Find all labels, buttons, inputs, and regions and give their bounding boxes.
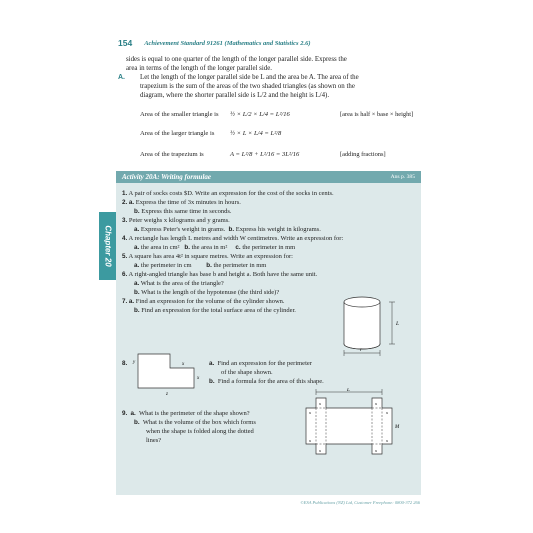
net-height-label: M (395, 425, 400, 430)
net-x-label: x (375, 448, 377, 453)
net-x-label: x (309, 410, 311, 415)
question-number: 8. (122, 360, 128, 367)
answers-reference: Ans p. 385 (390, 174, 415, 180)
equation-row (140, 151, 430, 158)
question-row: b. Express this same time in seconds. (134, 208, 232, 215)
question-row: a. Express Peter's weight in grams. b. Express his weight in kilograms. (134, 226, 321, 233)
solution-line: Let the length of the longer parallel side be L and the area be A. The area of the (140, 74, 359, 81)
net-outline (306, 398, 392, 454)
question-row: b. What is the length of the hypotenuse (the third side)? (134, 289, 280, 296)
question-row: of the shape shown. (221, 369, 273, 376)
question-row: 5. A square has area 4t² in square metres. Write an expression for: (122, 253, 293, 260)
equation-label: Area of the trapezium is (140, 151, 204, 158)
question-row: 3. Peter weighs x kilograms and y grams. (122, 217, 230, 224)
l-shape-outline (138, 354, 194, 388)
l-shape-x-label: x (197, 376, 200, 381)
net-x-label: x (319, 401, 321, 406)
question-row: 7. a. Find an expression for the volume of the cylinder shown. (122, 298, 285, 305)
l-shape-z-label: z (166, 392, 168, 397)
chapter-tab (99, 212, 116, 280)
box-net-diagram (298, 388, 413, 460)
question-row: a. Find an expression for the perimeter (209, 360, 312, 367)
question-row: a. What is the area of the triangle? (134, 280, 224, 287)
running-title: Achievement Standard 91261 (Mathematics and Statistics 2.6) (144, 39, 311, 47)
question-row: 4. A rectangle has length L metres and width W centimetres. Write an expression for: (122, 235, 344, 242)
activity-title: Activity 20A: Writing formulae (122, 173, 211, 181)
equation-label: Area of the larger triangle is (140, 130, 215, 137)
cylinder-height-label: L (396, 321, 400, 327)
page-header (118, 36, 418, 50)
page-footer: ©ESA Publications (NZ) Ltd, Customer Freephone: 0800-372 266 (300, 500, 420, 505)
equation-row (140, 111, 430, 118)
question-row: 1. A pair of socks costs $D. Write an expression for the cost of the socks in cents. (122, 190, 334, 197)
l-shape-diagram (130, 350, 210, 398)
intro-line: area in terms of the length of the longer parallel side. (126, 65, 272, 72)
intro-text (118, 55, 418, 73)
question-row: when the shape is folded along the dotted (146, 428, 254, 435)
question-row: a. the perimeter in cm b. the perimeter in mm (134, 262, 267, 269)
question-row: b. Find an expression for the total surface area of the cylinder. (134, 307, 296, 314)
intro-line: sides is equal to one quarter of the length of the longer parallel side. Express the (126, 56, 347, 63)
chapter-tab-label: Chapter 20 (103, 225, 112, 267)
net-x-label: x (375, 401, 377, 406)
cylinder-top (344, 297, 380, 307)
solution-line: diagram, where the shorter parallel side is L/2 and the height is L/4). (140, 92, 330, 99)
question-row: a. the area in cm² b. the area in m² c. the perimeter in mm (134, 244, 296, 251)
net-x-label: x (319, 448, 321, 453)
net-x-label: x (386, 410, 388, 415)
question-row: 2. a. Express the time of 3x minutes in hours. (122, 199, 241, 206)
net-x-label: x (309, 438, 311, 443)
worked-solution (118, 73, 418, 100)
solution-line: trapezium is the sum of the areas of the two shaded triangles (as shown on the (140, 83, 355, 90)
solution-label: A. (118, 74, 125, 81)
equation-label: Area of the smaller triangle is (140, 111, 219, 118)
question-row: b. What is the volume of the box which forms (134, 419, 256, 426)
net-length-label: L (347, 388, 350, 393)
l-shape-x-label: x (182, 362, 185, 367)
equation-note: [adding fractions] (340, 151, 386, 158)
net-x-label: x (386, 438, 388, 443)
page-number: 154 (118, 38, 133, 48)
equation-note: [area is half × base × height] (340, 111, 414, 118)
activity-header (116, 171, 421, 183)
equation-row (140, 130, 430, 137)
cylinder-diagram (336, 292, 416, 358)
equation-math: ½ × L × L/4 = L²/8 (230, 130, 282, 137)
cylinder-radius-label: r (360, 347, 363, 353)
question-row: b. Find a formula for the area of this shape. (209, 378, 324, 385)
l-shape-y-label: y (133, 360, 136, 365)
question-row: 9. a. What is the perimeter of the shape shown? (122, 410, 250, 417)
equation-math: ½ × L/2 × L/4 = L²/16 (230, 111, 290, 118)
question-row: 6. A right-angled triangle has base b and height a. Both have the same unit. (122, 271, 318, 278)
equation-math: A = L²/8 + L²/16 = 3L²/16 (230, 151, 300, 158)
question-row: lines? (146, 437, 162, 444)
